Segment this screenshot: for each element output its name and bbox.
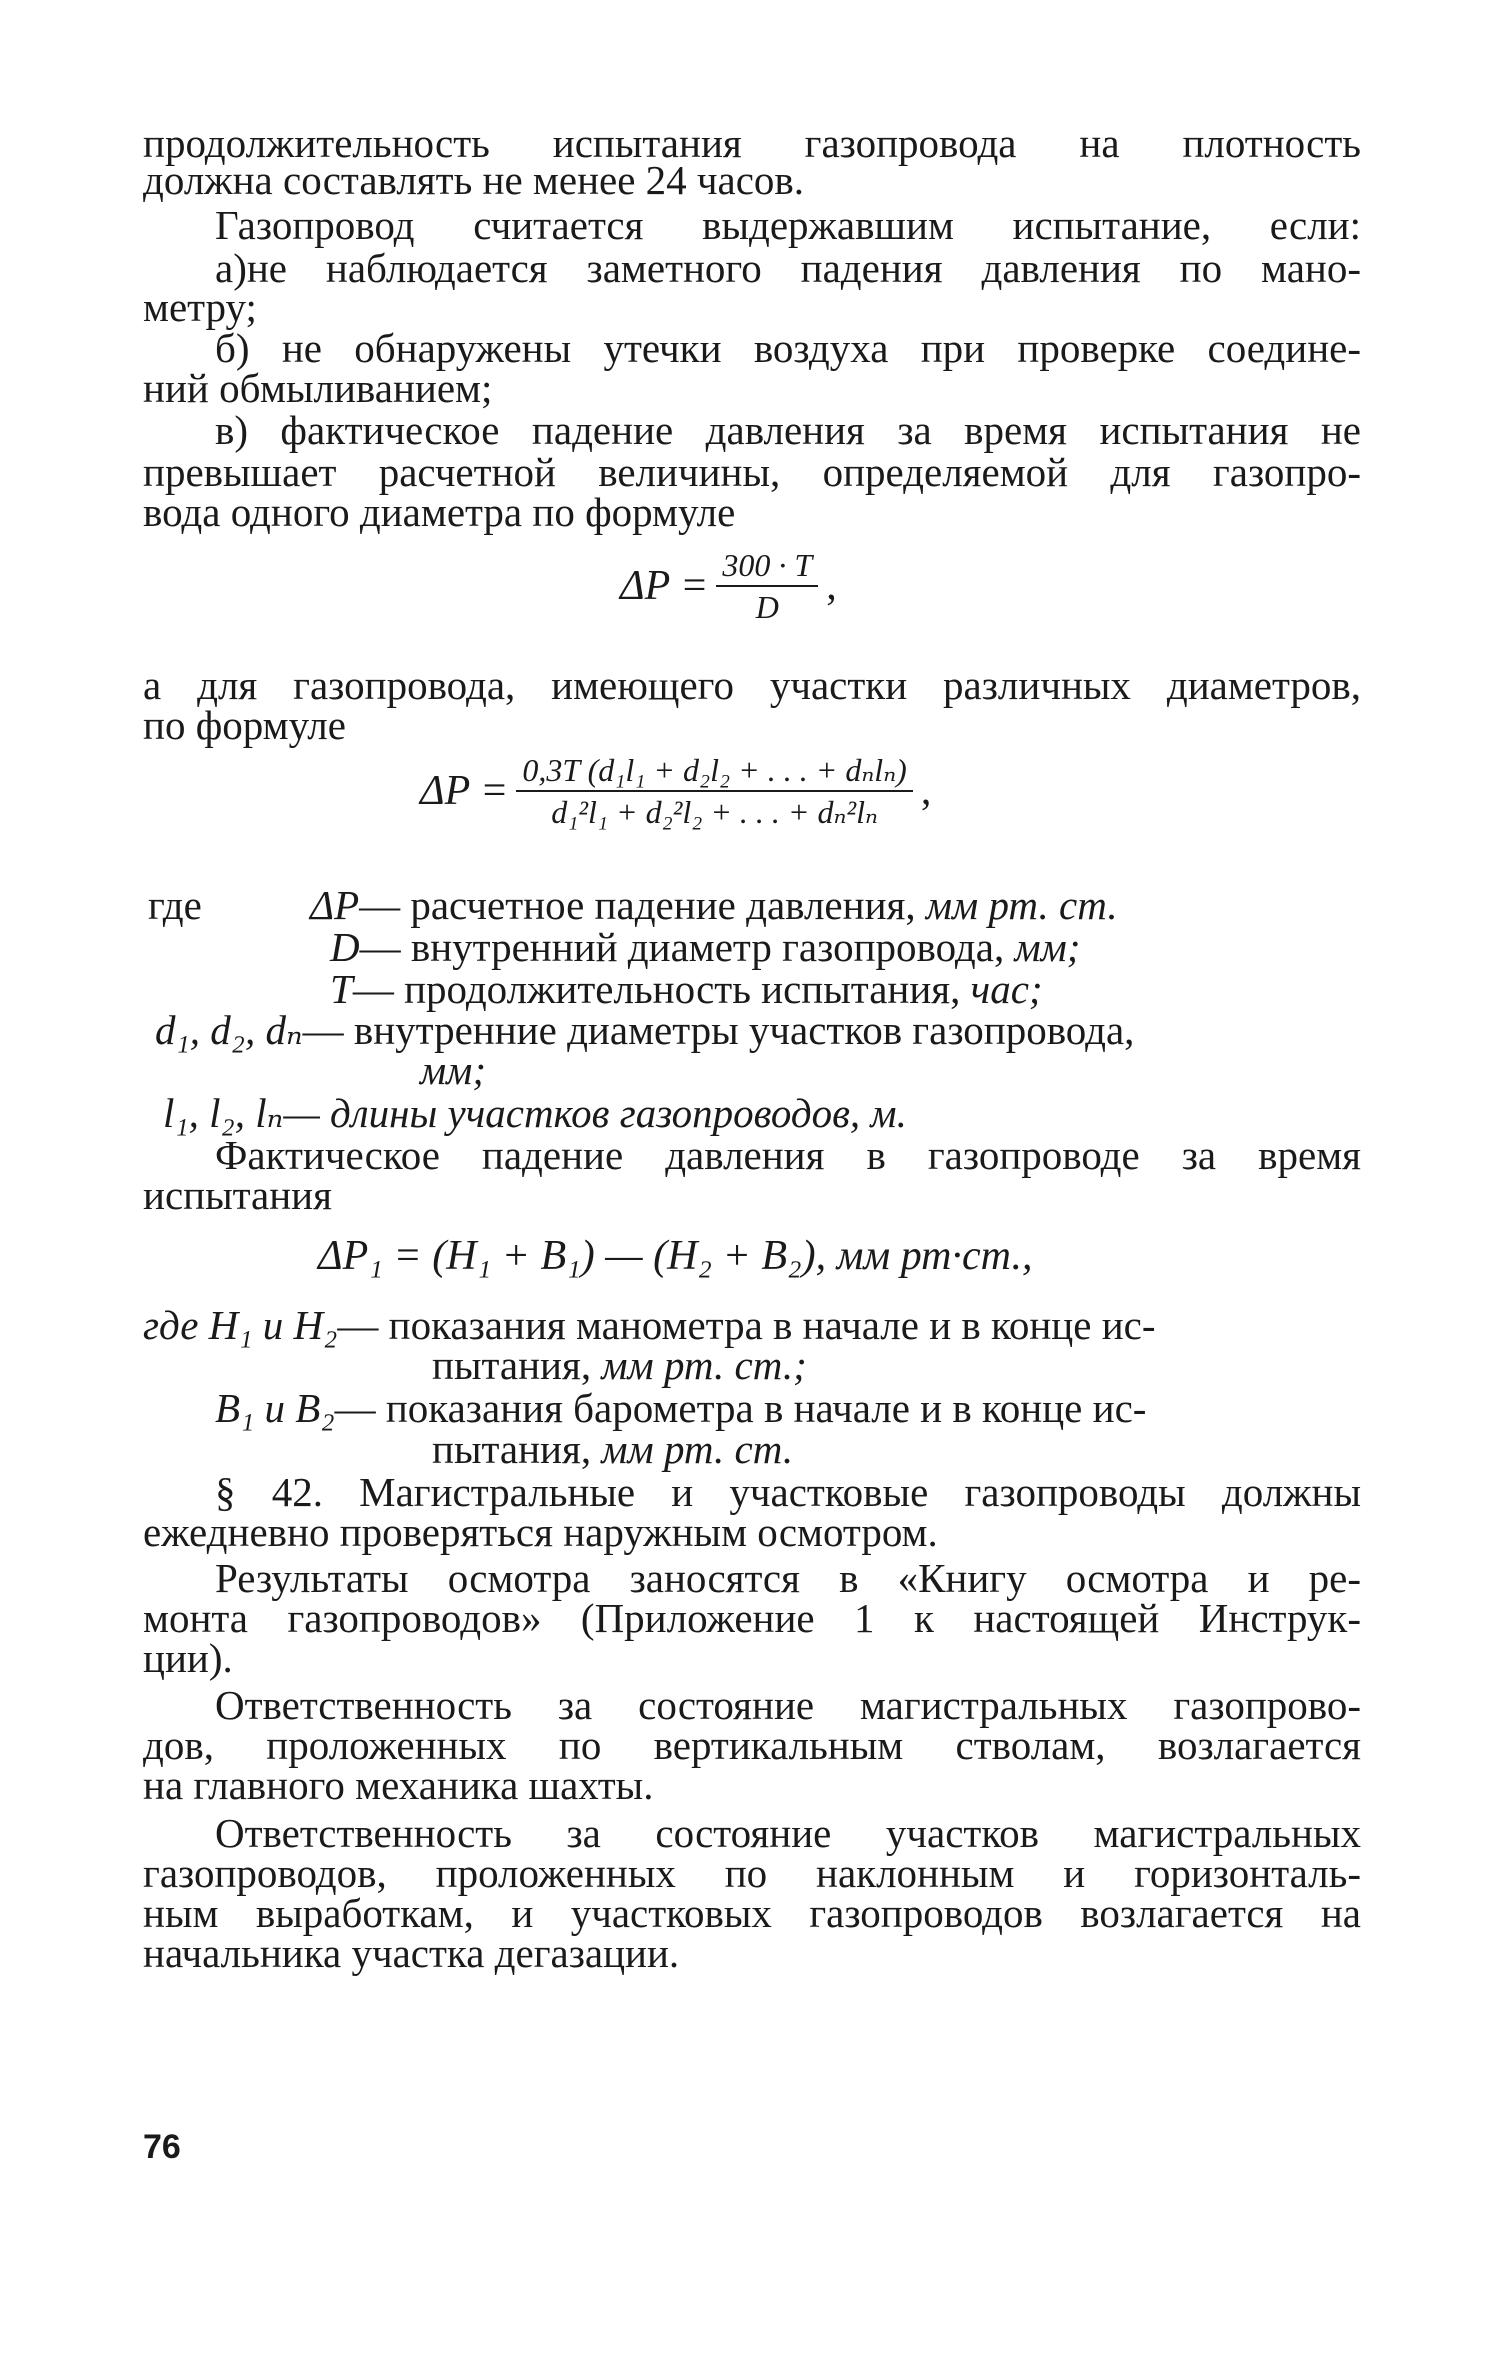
- text-line: на главного механика шахты.: [143, 1762, 654, 1808]
- fraction: [716, 545, 818, 627]
- definition-text: — показания манометра в начале и в конце ис-: [337, 1302, 1156, 1348]
- text-line: продолжительность испытания газопровода на плотность: [143, 120, 1361, 166]
- definition-unit: мм рт. ст.: [601, 1426, 794, 1472]
- text-line: а)не наблюдается заметного падения давления по мано-: [215, 245, 1361, 291]
- denominator: d₁²l₁ + d₂²l₂ + . . . + dₙ²lₙ: [551, 794, 878, 830]
- text-line: монта газопроводов» (Приложение 1 к настоящей Инструк-: [143, 1595, 1361, 1641]
- text-line: § 42. Магистральные и участковые газопроводы должны: [215, 1469, 1361, 1515]
- definition-text: — расчетное падение давления,: [359, 882, 916, 928]
- denominator: D: [755, 589, 779, 625]
- text-line: Фактическое падение давления в газопроводе за время: [215, 1132, 1361, 1178]
- definition-unit: мм;: [1014, 924, 1081, 970]
- formula-lhs: ΔP =: [620, 563, 709, 609]
- text-line: Ответственность за состояние магистральных газопрово-: [215, 1682, 1361, 1728]
- formula-actual-pressure-drop: [318, 1232, 1032, 1280]
- definition-text: пытания,: [432, 1426, 592, 1472]
- text-line: ежедневно проверяться наружным осмотром.: [143, 1509, 938, 1555]
- numerator: 300 · T: [722, 547, 813, 583]
- formula-text: ΔP₁ = (H₁ + B₁) — (H₂ + B₂), мм рт·ст.,: [318, 1233, 1033, 1279]
- definition-symbol: D: [330, 924, 360, 970]
- formula-punct: ,: [826, 563, 837, 609]
- definition-text: пытания,: [432, 1342, 592, 1388]
- definition-symbol: где H₁ и H₂: [143, 1302, 338, 1348]
- text-line: испытания: [143, 1172, 332, 1218]
- definition-symbol: d₁, d₂, dₙ: [155, 1007, 303, 1053]
- text-line: ции).: [143, 1635, 233, 1681]
- numerator: 0,3T (d₁l₁ + d₂l₂ + . . . + dₙlₙ): [522, 752, 907, 788]
- page-number: 76: [143, 2128, 181, 2166]
- definition-symbol: T: [330, 966, 353, 1012]
- text-line: Ответственность за состояние участков магистральных: [215, 1810, 1361, 1856]
- definition-unit: мм;: [420, 1047, 486, 1093]
- text-line: должна составлять не менее 24 часов.: [143, 157, 805, 203]
- text-line: Газопровод считается выдержавшим испытание, если:: [215, 202, 1361, 248]
- text-line: Результаты осмотра заносятся в «Книгу осмотра и ре-: [215, 1555, 1361, 1601]
- definition-symbol: B₁ и B₂: [215, 1385, 335, 1431]
- text-line: превышает расчетной величины, определяемой для газопро-: [143, 449, 1361, 495]
- formula-lhs: ΔP =: [420, 768, 509, 814]
- where-label: где: [148, 882, 202, 928]
- text-line: ным выработкам, и участковых газопроводов возлагается на: [143, 1890, 1361, 1936]
- definition-symbol: l₁, l₂, lₙ: [163, 1090, 284, 1136]
- text-line: по формуле: [143, 702, 346, 748]
- definition-symbol: ΔP: [310, 882, 360, 928]
- definition-text: — внутренние диаметры участков газопровода,: [302, 1007, 1135, 1053]
- text-line: метру;: [143, 284, 257, 330]
- text-line: а для газопровода, имеющего участки различных диаметров,: [143, 662, 1361, 708]
- text-line: газопроводов, проложенных по наклонным и горизонталь-: [143, 1850, 1361, 1896]
- definition-unit: мм рт. ст.: [925, 882, 1118, 928]
- text-line: в) фактическое падение давления за время испытания не: [215, 407, 1361, 453]
- text-line: начальника участка дегазации.: [143, 1930, 680, 1976]
- formula-pressure-drop-multi: [420, 750, 931, 832]
- definition-unit: час;: [970, 966, 1043, 1012]
- text-line: б) не обнаружены утечки воздуха при проверке соедине-: [215, 325, 1361, 371]
- definition-unit: мм рт. ст.;: [601, 1342, 807, 1388]
- formula-pressure-drop-single: [620, 545, 837, 627]
- fraction: [516, 750, 912, 832]
- definition-text: — показания барометра в начале и в конце ис-: [334, 1385, 1147, 1431]
- definition-text: — внутренний диаметр газопровода,: [359, 924, 1005, 970]
- text-line: ний обмыливанием;: [143, 365, 493, 411]
- definition-text: — продолжительность испытания,: [352, 966, 961, 1012]
- formula-punct: ,: [920, 768, 932, 814]
- text-line: вода одного диаметра по формуле: [143, 489, 736, 535]
- text-line: дов, проложенных по вертикальным стволам, возлагается: [143, 1722, 1361, 1768]
- definition-text: — длины участков газопроводов, м.: [283, 1090, 907, 1136]
- definition-row: [155, 1005, 1134, 1055]
